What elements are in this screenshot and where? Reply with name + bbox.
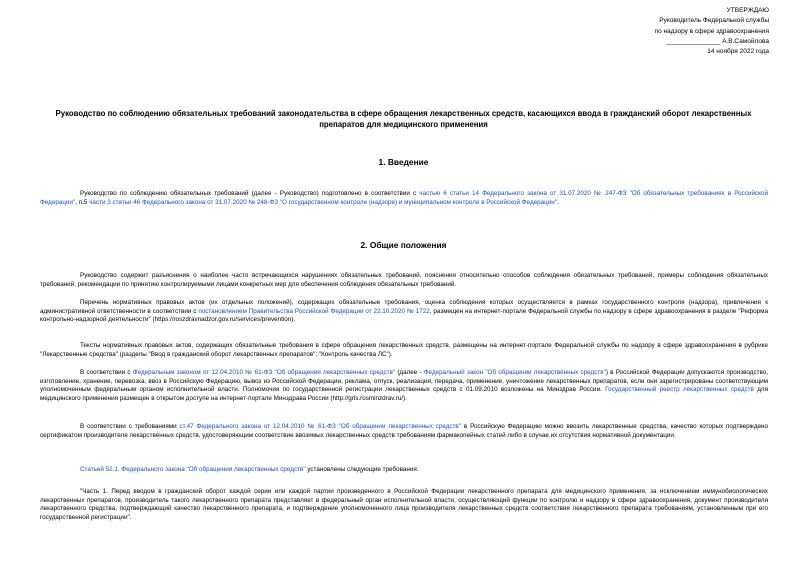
approval-line-1: УТВЕРЖДАЮ bbox=[726, 7, 769, 14]
state-register-link[interactable]: Государственный реестр лекарственных средств bbox=[605, 386, 754, 394]
approval-block bbox=[529, 6, 769, 57]
paragraph-regulations-list: Перечень нормативных правовых актов (их отдельных положений), содержащих обязательные требования, оценка соблюдения которых осуществляется в рамках государственного контроля (надзора), привлечения к административной ответственности в соответствии с постановлением Правительства Российской Федерации от 22.10.2020 № 1722, размещен на интернет-портале Федеральной службы по надзору в сфере здравоохранения в разделе "Реформа контрольно-надзорной деятельности" (https://roszdravnadzor.gov.ru/services/prevention). bbox=[40, 299, 769, 324]
paragraph-explanations: Руководство содержит разъяснения о наиболее часто встречающихся нарушениях обязательных требований, пояснения относительно способов соблюдения обязательных требований, примеры соблюдения обязательных требований, рекомендации по принятию контролируемыми лицами конкретных мер для обеспечения соблюдения обязательных требований. bbox=[40, 272, 768, 288]
section-heading-general: 2. Общие положения bbox=[360, 240, 447, 250]
paragraph-article-52: Статьей 52.1. Федерального закона "Об обращении лекарственных средств" установлены следующие требования: bbox=[80, 466, 419, 473]
document-title: Руководство по соблюдению обязательных требований законодательства в сфере обращения лекарственных средств, касающихся ввода в гражданский оборот лекарственных препаратов для медицинского применения bbox=[55, 109, 752, 129]
article-52-1-link[interactable]: Статьей 52.1. Федерального закона "Об обращении лекарственных средств" bbox=[80, 466, 306, 473]
paragraph-intro: Руководство по соблюдению обязательных требований (далее - Руководство) подготовлено в соответствии с частью 6 статьи 14 Федерального закона от 31.07.2020 № 247-ФЗ "Об обязательных требованиях в Российской Федерации", п.5 части 3 статьи 46 Федерального закона от 31.07.2020 № 248-ФЗ "О государственном контроле (надзоре) и муниципальном контроле в Российской Федерации". bbox=[40, 190, 768, 206]
law-61-short-link[interactable]: Федеральный закон "Об обращении лекарственных средств" bbox=[423, 369, 606, 376]
approval-signature: _______________ А.В.Самойлова bbox=[666, 37, 769, 45]
law-248-link[interactable]: части 3 статьи 46 Федерального закона от 31.07.2020 № 248-ФЗ "О государственном контроле (надзоре) и муниципальном контроле в Российской Федерации" bbox=[89, 198, 558, 206]
law-247-link[interactable]: частью 6 статьи 14 Федерального закона от 31.07.2020 № 247-ФЗ "Об обязательных требованиях в Российской Федерации" bbox=[40, 190, 768, 206]
paragraph-legal-texts: Тексты нормативных правовых актов, содержащих обязательные требования в сфере обращения лекарственных средств, размещены на интернет-портале Федеральной службы по надзору в сфере здравоохранения в рубрике "Лекарственные средства" (разделы "Ввод в гражданский оборот лекарственных препаратов"; "Контроль качества ЛС"). bbox=[40, 342, 768, 358]
article-47-link[interactable]: ст.47 Федерального закона от 12.04.2010 № 61-ФЗ "Об обращении лекарственных средств" bbox=[179, 423, 462, 430]
paragraph-registration: В соответствии с Федеральным законом от 12.04.2010 № 61-ФЗ "Об обращении лекарственных средств" (далее - Федеральный закон "Об обращении лекарственных средств") в Российской Федерации допускаются производство, изготовление, хранение, перевозка, ввоз в Российскую Федерацию, вывоз из Российской Федерации, реклама, отпуск, реализация, передача, применение, уничтожение лекарственных препаратов, если они зарегистрированы соответствующим уполномоченным федеральным органом исполнительной власти. Полномочия по государственной регистрации лекарственных средств с 01.09.2010 возложены на Минздрав России. Государственный реестр лекарственных средств для медицинского применения размещен в открытом доступе на интернет-портале Минздрава России (http://grls.rosminzdrav.ru/). bbox=[40, 369, 769, 402]
approval-date: 14 ноября 2022 года bbox=[707, 48, 769, 56]
resolution-1722-link[interactable]: постановлением Правительства Российской Федерации от 22.10.2020 № 1722 bbox=[198, 307, 430, 315]
section-heading-introduction: 1. Введение bbox=[378, 157, 429, 167]
approval-line-3: по надзору в сфере здравоохранения bbox=[654, 27, 769, 35]
paragraph-import: В соответствии с требованиями ст.47 Федерального закона от 12.04.2010 № 61-ФЗ "Об обращении лекарственных средств" в Российскую Федерацию можно ввозить лекарственные средства, качество которых подтверждено сертификатом производителя лекарственных средств, удостоверяющим соответствие ввозимых лекарственных средств требованиям фармакопейных статей либо в случае их отсутствия нормативной документации. bbox=[40, 423, 768, 439]
paragraph-quote-part-1: "Часть 1. Перед вводом в гражданский оборот каждой серии или каждой партии произведенного в Российской Федерации лекарственного препарата для медицинского применения, за исключением иммунобиологических лекарственных препаратов, производитель такого лекарственного препарата представляет в федеральный орган исполнительной власти, осуществляющий функции по контролю и надзору в сфере здравоохранения, документ производителя лекарственного средства, подтверждающий качество лекарственного препарата, и подтверждение уполномоченного лица производителя лекарственных средств соответствия лекарственного препарата требованиям, установленным при его государственной регистрации". bbox=[40, 488, 768, 521]
approval-line-2: Руководитель Федеральной службы bbox=[659, 17, 769, 25]
law-61-link[interactable]: Федеральным законом от 12.04.2010 № 61-ФЗ "Об обращении лекарственных средств" bbox=[132, 369, 396, 376]
